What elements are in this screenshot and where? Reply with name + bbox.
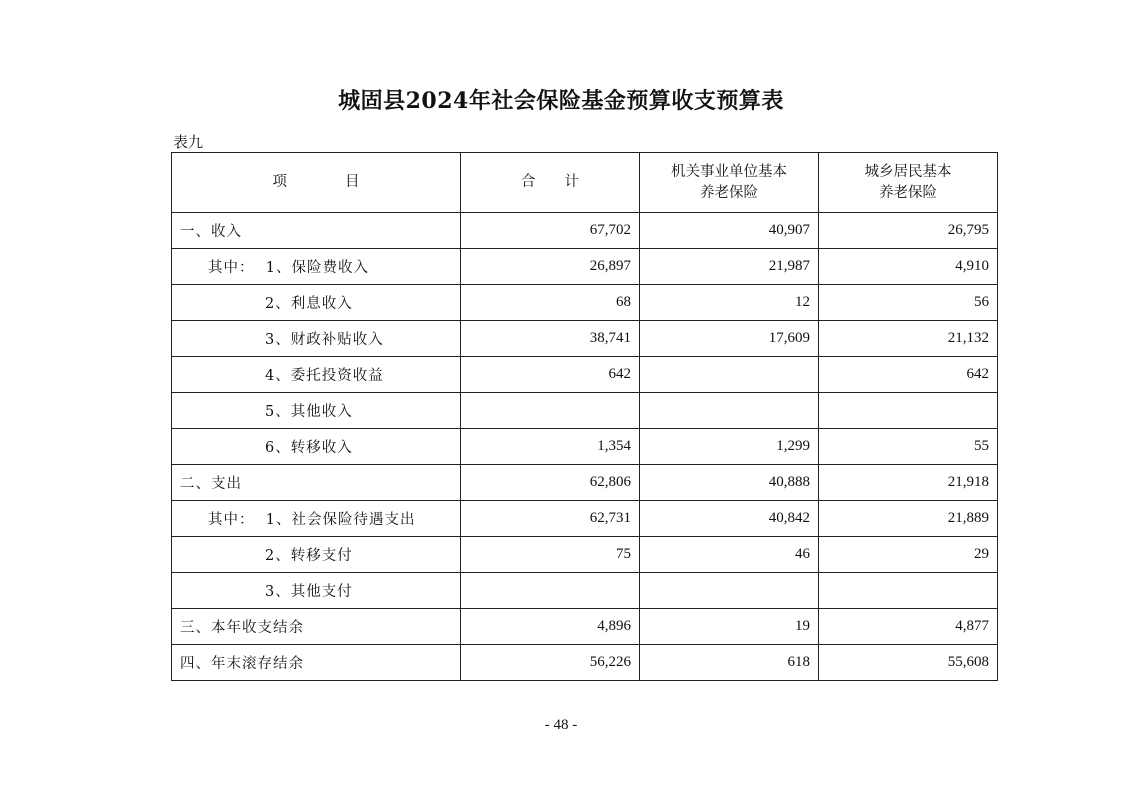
row-institution-value (640, 357, 819, 393)
row-resident-value (819, 573, 998, 609)
row-total: 62,806 (461, 465, 640, 501)
table-row (172, 537, 998, 573)
row-label: 四、年末滚存结余 (172, 645, 461, 681)
row-total: 67,702 (461, 213, 640, 249)
row-institution-value: 19 (640, 609, 819, 645)
table-row (172, 249, 998, 285)
row-label: 3、其他支付 (172, 573, 461, 609)
row-total: 62,731 (461, 501, 640, 537)
budget-table (171, 152, 998, 681)
row-label: 6、转移收入 (172, 429, 461, 465)
row-institution-value: 12 (640, 285, 819, 321)
row-total: 56,226 (461, 645, 640, 681)
row-resident-value: 29 (819, 537, 998, 573)
table-row (172, 285, 998, 321)
page-title: 城固县2024年社会保险基金预算收支预算表 (338, 88, 784, 114)
row-label: 2、利息收入 (172, 285, 461, 321)
table-row (172, 429, 998, 465)
row-resident-value: 21,918 (819, 465, 998, 501)
row-label: 三、本年收支结余 (172, 609, 461, 645)
row-label: 3、财政补贴收入 (172, 321, 461, 357)
table-row (172, 573, 998, 609)
row-label: 一、收入 (172, 213, 461, 249)
table-row (172, 609, 998, 645)
row-total: 642 (461, 357, 640, 393)
row-resident-value: 4,910 (819, 249, 998, 285)
row-institution-value: 46 (640, 537, 819, 573)
table-row (172, 645, 998, 681)
row-total: 38,741 (461, 321, 640, 357)
row-resident-value: 21,889 (819, 501, 998, 537)
header-institution-pension-text: 机关事业单位基本养老保险 (671, 163, 787, 201)
row-label: 5、其他收入 (172, 393, 461, 429)
row-label: 2、转移支付 (172, 537, 461, 573)
row-institution-value: 40,888 (640, 465, 819, 501)
row-institution-value: 17,609 (640, 321, 819, 357)
row-resident-value: 26,795 (819, 213, 998, 249)
row-label: 二、支出 (172, 465, 461, 501)
table-row (172, 393, 998, 429)
row-institution-value: 40,842 (640, 501, 819, 537)
row-institution-value: 40,907 (640, 213, 819, 249)
row-resident-value: 56 (819, 285, 998, 321)
row-institution-value: 21,987 (640, 249, 819, 285)
table-row (172, 321, 998, 357)
row-institution-value: 618 (640, 645, 819, 681)
header-total: 合 计 (461, 153, 640, 213)
row-label: 4、委托投资收益 (172, 357, 461, 393)
row-label: 其中： 1、社会保险待遇支出 (172, 501, 461, 537)
row-institution-value: 1,299 (640, 429, 819, 465)
row-total: 4,896 (461, 609, 640, 645)
page-number: - 48 - (544, 717, 578, 733)
header-institution-pension (640, 153, 819, 213)
row-resident-value: 4,877 (819, 609, 998, 645)
row-label: 其中： 1、保险费收入 (172, 249, 461, 285)
header-resident-pension (819, 153, 998, 213)
header-item: 项 目 (172, 153, 461, 213)
row-resident-value (819, 393, 998, 429)
table-row (172, 465, 998, 501)
row-institution-value (640, 573, 819, 609)
table-header-row (172, 153, 998, 213)
row-resident-value: 55 (819, 429, 998, 465)
table-row (172, 501, 998, 537)
row-total: 75 (461, 537, 640, 573)
row-total (461, 393, 640, 429)
table-row (172, 357, 998, 393)
row-institution-value (640, 393, 819, 429)
table-row (172, 213, 998, 249)
row-total: 26,897 (461, 249, 640, 285)
header-resident-pension-text: 城乡居民基本养老保险 (864, 163, 952, 201)
row-resident-value: 21,132 (819, 321, 998, 357)
table-number: 表九 (173, 133, 204, 151)
row-total: 1,354 (461, 429, 640, 465)
row-resident-value: 642 (819, 357, 998, 393)
row-resident-value: 55,608 (819, 645, 998, 681)
row-total (461, 573, 640, 609)
row-total: 68 (461, 285, 640, 321)
